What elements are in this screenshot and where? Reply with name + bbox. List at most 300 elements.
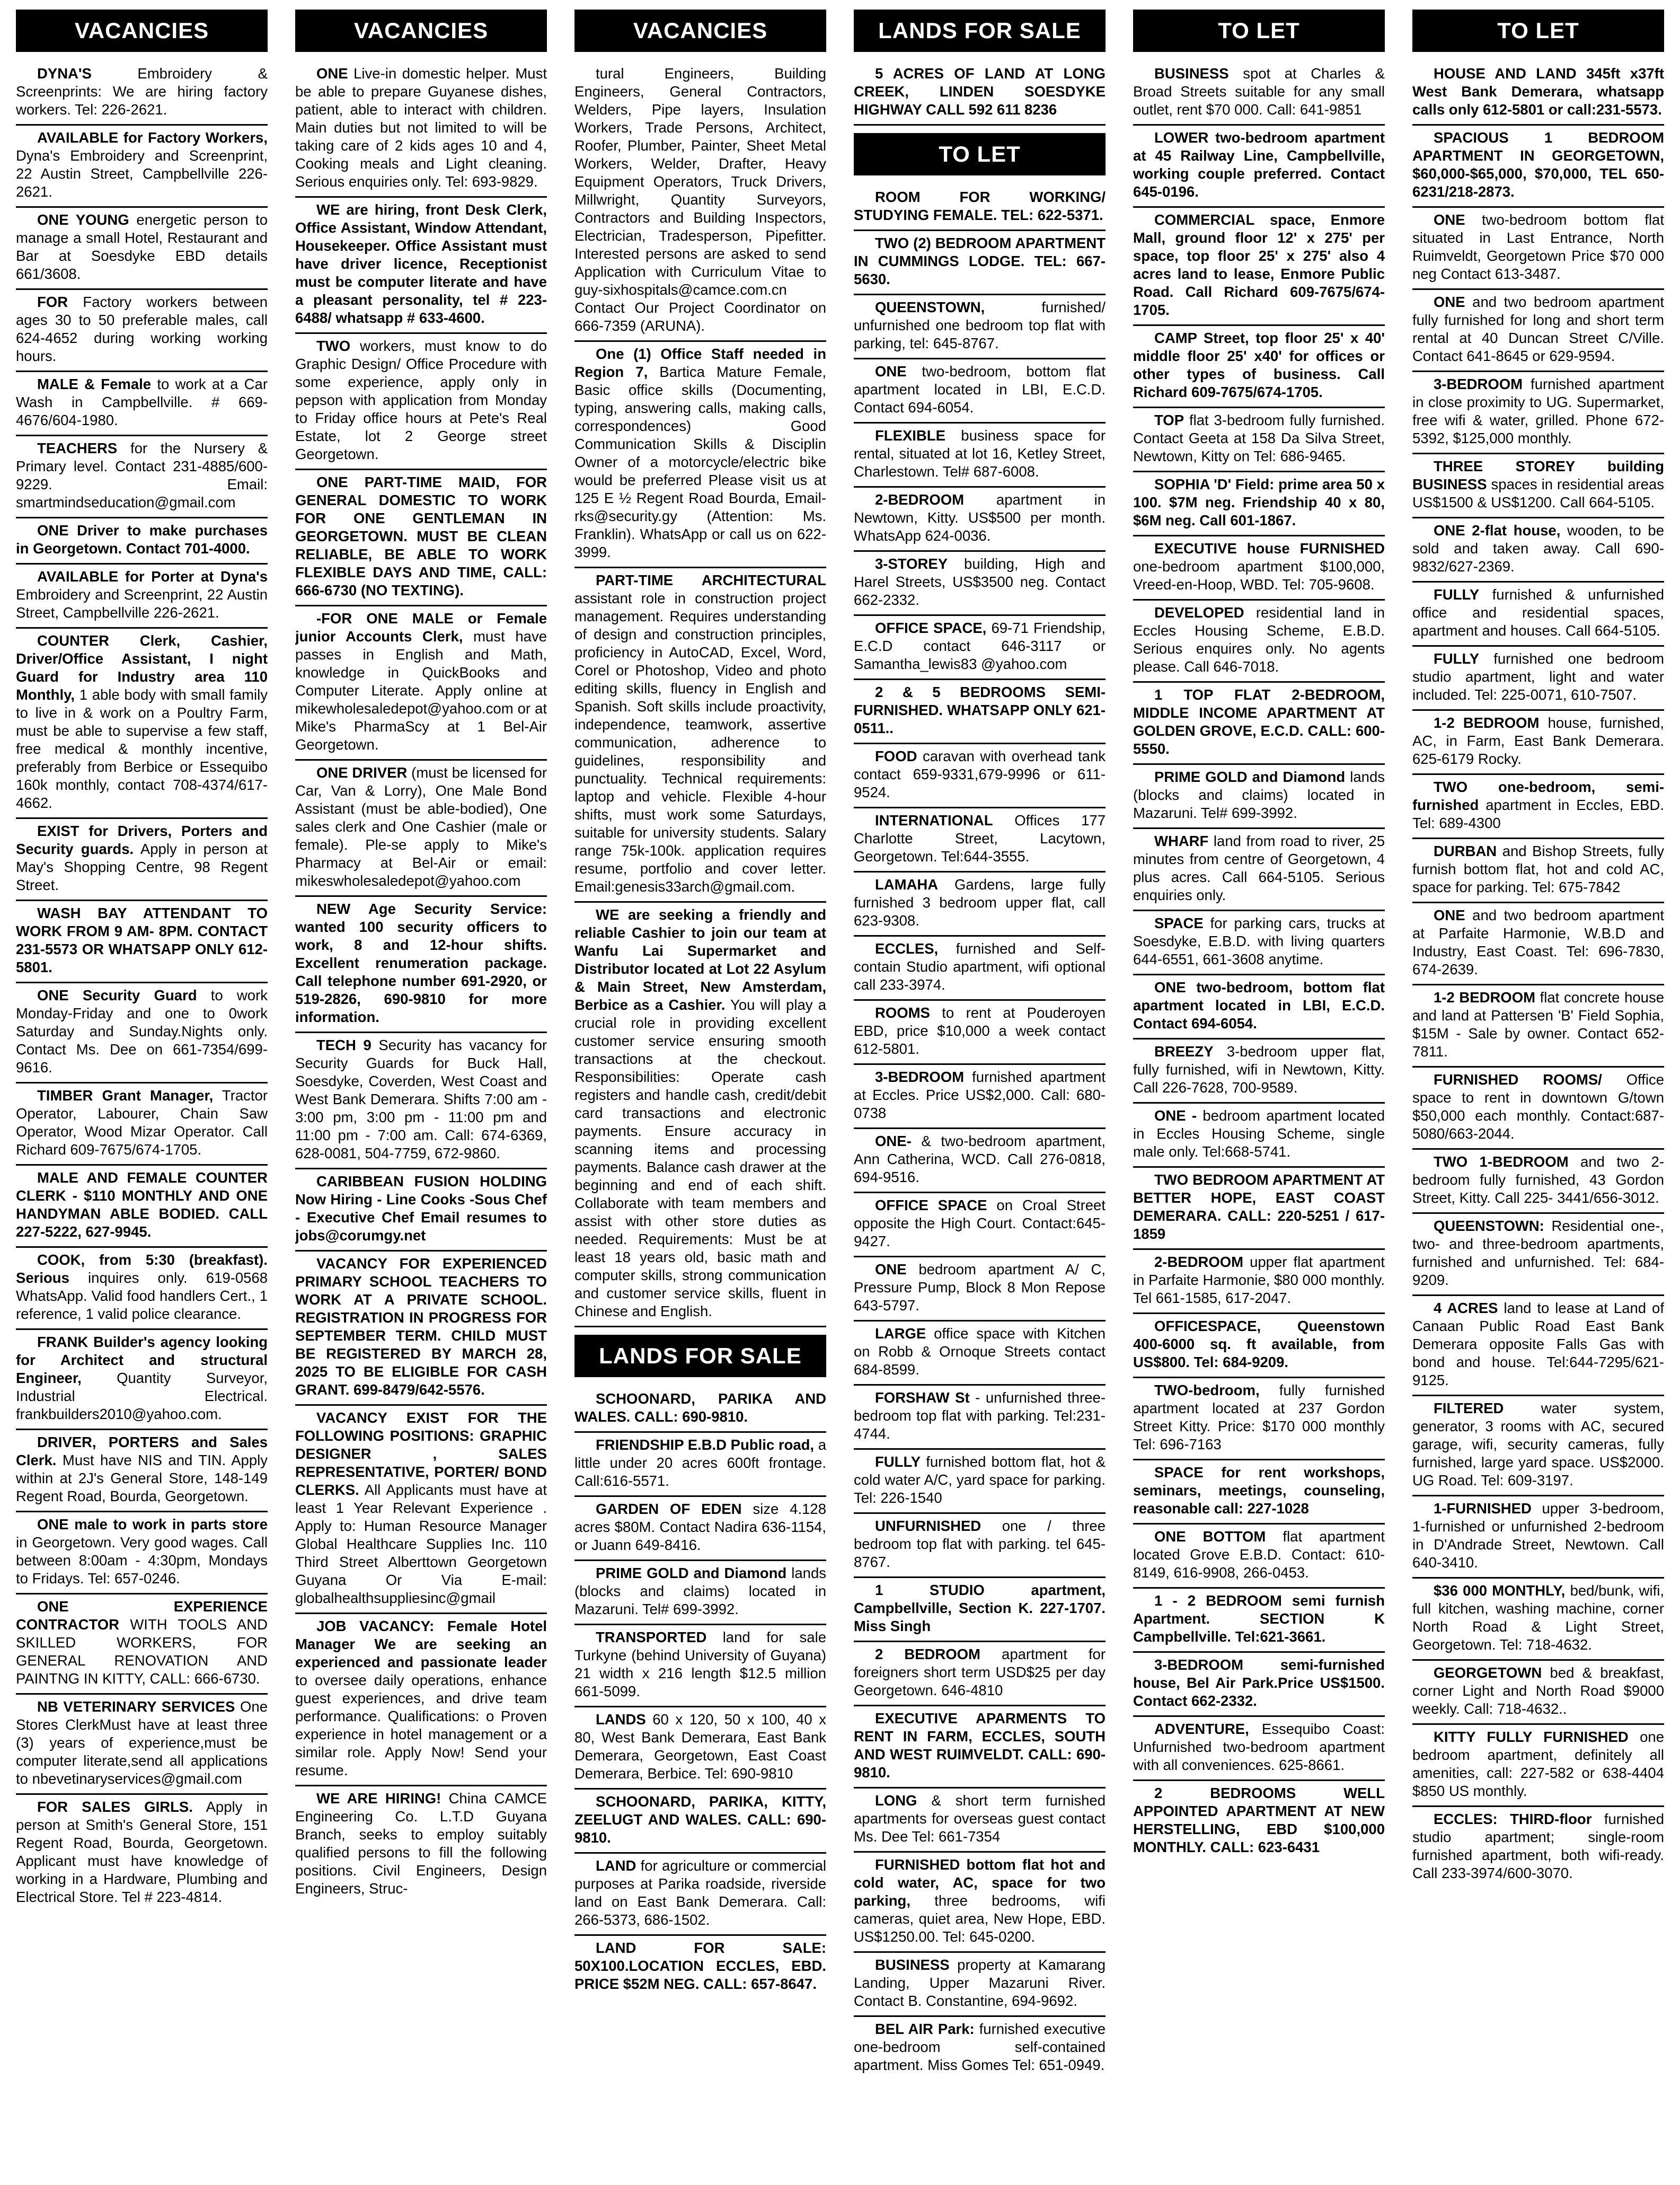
classified-ad — [295, 334, 547, 470]
classified-ad — [295, 761, 547, 897]
ad-lead: ECCLES, — [875, 940, 939, 957]
classified-ad — [574, 1790, 826, 1854]
classified-ad — [854, 424, 1106, 488]
ad-lead: ONE PART-TIME MAID, FOR GENERAL DOMESTIC TO WORK FOR ONE GENTLEMAN IN GEORGETOWN. MUST BE CLEAN RELIABLE, BE ABLE TO WORK FLEXIBLE DAYS AND TIME, CALL: 666-6730 (NO TEXTING). — [295, 474, 547, 598]
ad-lead: 2 BEDROOM — [875, 1646, 980, 1662]
ad-body: lands (blocks and claims) located in Mazaruni. Tel# 699-3992. — [574, 1565, 826, 1617]
ad-body: Bartica Mature Female, Basic office skills (Documenting, typing, answering calls, making calls, correspondences) Good Communication Skills & Disciplin Owner of a motorcycle/electric bike would be preferred Please visit us at 125 E ½ Regent Road Bourda, Email-rks@security.gy (Attention: Ms. Franklin). WhatsApp or call us on 622-3999. — [574, 364, 826, 560]
ad-body: land to lease at Land of Canaan Public Road East Bank Demerara opposite Falls Gas with bond and house. Tel:644-7295/621-9125. — [1412, 1300, 1664, 1388]
ad-lead: FILTERED — [1434, 1400, 1504, 1416]
classified-ad — [854, 1193, 1106, 1257]
classified-ad — [1133, 536, 1385, 601]
classified-ad — [295, 1169, 547, 1252]
classified-ad — [1412, 1807, 1664, 1888]
ad-lead: One (1) Office Staff needed in Region 7, — [574, 346, 826, 380]
classified-ad — [1412, 711, 1664, 775]
ad-lead: BREEZY — [1154, 1043, 1214, 1060]
ad-body: furnished bottom flat, hot & cold water A/C, yard space for parking. Tel: 226-1540 — [854, 1453, 1106, 1506]
ad-lead: ROOM FOR WORKING/ STUDYING FEMALE. TEL: 622-5371. — [854, 189, 1106, 223]
ad-body: a little under 20 acres 600ft frontage. Call:616-5571. — [574, 1437, 826, 1489]
ad-body: and two 2-bedroom fully furnished, 43 Gordon Street, Kitty. Call 225- 3441/656-3012. — [1412, 1153, 1664, 1206]
classified-ad — [16, 126, 268, 208]
ad-lead: 1-FURNISHED — [1434, 1500, 1532, 1517]
ad-lead: KITTY FULLY FURNISHED — [1434, 1729, 1629, 1745]
ad-lead: 1 STUDIO apartment, Campbellville, Section K. 227-1707. Miss Singh — [854, 1582, 1106, 1634]
classified-ad — [854, 1386, 1106, 1450]
classified-ad — [574, 1387, 826, 1433]
classified-ad — [1133, 1525, 1385, 1589]
classified-ad — [1133, 408, 1385, 472]
section-heading: TO LET — [1412, 10, 1664, 52]
classified-ad — [1133, 472, 1385, 536]
ad-body: residential land in Eccles Housing Scheme, E.B.D. Serious enquires only. No agents please. Call 646-7018. — [1133, 604, 1385, 675]
classified-ad — [1133, 1104, 1385, 1168]
ad-lead: ONE — [316, 65, 348, 82]
ad-lead: MALE AND FEMALE COUNTER CLERK - $110 MONTHLY AND ONE HANDYMAN ABLE BODIED. CALL 227-5222, 627-9945. — [16, 1169, 268, 1240]
ad-lead: WASH BAY ATTENDANT TO WORK FROM 9 AM- 8PM. CONTACT 231-5573 OR WHATSAPP ONLY 612-5801. — [16, 905, 268, 975]
ad-lead: 3-BEDROOM — [875, 1069, 965, 1085]
classified-ad — [16, 1248, 268, 1330]
classified-ad — [854, 616, 1106, 680]
ad-lead: FLEXIBLE — [875, 427, 945, 444]
ad-body: upper 3-bedroom, 1-furnished or unfurnished 2-bedroom in D'Andrade Street, Newtown. Call 640-3410. — [1412, 1500, 1664, 1571]
ad-body: furnished executive one-bedroom self-contained apartment. Miss Gomes Tel: 651-0949. — [854, 2021, 1106, 2073]
classified-ad — [295, 61, 547, 198]
classified-ad — [854, 1001, 1106, 1065]
classified-ad — [854, 1853, 1106, 1953]
ad-lead: SCHOONARD, PARIKA AND WALES. CALL: 690-9810. — [574, 1390, 826, 1425]
ad-lead: CAMP Street, top floor 25' x 40' middle floor 25' x40' for offices or other types of business. Call Richard 609-7675/674-1705. — [1133, 330, 1385, 400]
classified-ad — [854, 1788, 1106, 1853]
ad-body: Residential one-, two- and three-bedroom apartments, furnished and unfurnished. Tel: 684-9209. — [1412, 1218, 1664, 1288]
ad-body: property at Kamarang Landing, Upper Mazaruni River. Contact B. Constantine, 694-9692. — [854, 1957, 1106, 2009]
classified-ad — [16, 372, 268, 436]
ad-lead: 2-BEDROOM — [875, 491, 965, 508]
ad-lead: DRIVER, PORTERS and Sales Clerk. — [16, 1434, 268, 1468]
section-heading: LANDS FOR SALE — [574, 1335, 826, 1377]
ad-lead: OFFICE SPACE — [875, 1197, 987, 1213]
classified-ad — [16, 290, 268, 372]
ad-body: two-bedroom, bottom flat apartment located in LBI, E.C.D. Contact 694-6054. — [854, 363, 1106, 416]
classified-ad — [574, 568, 826, 903]
section-heading: TO LET — [1133, 10, 1385, 52]
ad-body: flat apartment located Grove E.B.D. Contact: 610-8149, 616-9908, 266-0453. — [1133, 1528, 1385, 1581]
ad-lead: OFFICESPACE, Queenstown 400-6000 sq. ft available, from US$800. Tel: 684-9209. — [1133, 1318, 1385, 1370]
ad-lead: LONG — [875, 1792, 917, 1809]
classified-ad — [1412, 290, 1664, 372]
ad-lead: ONE 2-flat house, — [1434, 522, 1561, 539]
ad-lead: NB VETERINARY SERVICES — [37, 1698, 235, 1715]
ad-body: - unfurnished three-bedroom top flat with parking. Tel:231-4744. — [854, 1389, 1106, 1442]
classified-ad — [295, 470, 547, 606]
ad-lead: VACANCY FOR EXPERIENCED PRIMARY SCHOOL TEACHERS TO WORK AT A PRIVATE SCHOOL. REGISTRATION IN PROGRESS FOR SEPTEMBER TERM. CHILD MUST BE REGISTERED BY MARCH 28, 2025 TO BE ELIGIBLE FOR CASH GRANT. 699-8479/642-5576. — [295, 1255, 547, 1398]
ad-lead: TRANSPORTED — [596, 1629, 707, 1645]
ad-lead: QUEENSTOWN: — [1434, 1218, 1544, 1234]
classified-ad — [295, 1786, 547, 1903]
ad-body: to oversee daily operations, enhance guest experiences, and drive team performance. Qualifications: o Proven experience in hotel management or a similar role. Apply Now! Send your resume. — [295, 1672, 547, 1778]
ad-lead: COUNTER Clerk, Cashier, Driver/Office Assistant, I night Guard for Industry area 110 Monthly, — [16, 632, 268, 703]
ad-lead: WHARF — [1154, 833, 1209, 849]
ad-body: apartment in Newtown, Kitty. US$500 per month. WhatsApp 624-0036. — [854, 491, 1106, 544]
ad-body: 1 able body with small family to live in & work on a Poultry Farm, must be able to supervise a few staff, free medical & monthly incentive, preferably from Berbice or Essequibo 160k monthly, contact 708-4374/617-4662. — [16, 686, 268, 811]
classified-ad — [1133, 829, 1385, 911]
classified-ad — [1412, 903, 1664, 985]
ad-body: for parking cars, trucks at Soesdyke, E.B.D. with living quarters 644-6551, 661-3608 anytime. — [1133, 915, 1385, 967]
classified-ad — [1412, 647, 1664, 711]
classified-ad — [1412, 1150, 1664, 1214]
ad-body: and Bishop Streets, fully furnish bottom flat, hot and cold AC, space for parking. Tel: 675-7842 — [1412, 843, 1664, 895]
ad-lead: 1-2 BEDROOM — [1434, 715, 1540, 731]
classified-ad — [854, 295, 1106, 359]
ad-lead: ONE two-bedroom, bottom flat apartment located in LBI, E.C.D. Contact 694-6054. — [1133, 979, 1385, 1032]
ad-lead: ONE — [875, 363, 907, 380]
classified-ad — [574, 61, 826, 342]
ad-lead: FULLY — [875, 1453, 921, 1470]
ad-lead: TWO one-bedroom, semi-furnished — [1412, 779, 1664, 813]
classified-ad — [16, 629, 268, 819]
ad-body: land from road to river, 25 minutes from centre of Georgetown, 4 plus acres. Call 664-5105. Serious enquiries only. — [1133, 833, 1385, 903]
ad-body: bed & breakfast, corner Light and North Road $9000 weekly. Call: 718-4632.. — [1412, 1664, 1664, 1717]
ad-lead: ONE- — [875, 1133, 912, 1149]
ad-lead: LAND FOR SALE: 50X100.LOCATION ECCLES, EBD. PRICE $52M NEG. CALL: 657-8647. — [574, 1940, 826, 1992]
ad-lead: SCHOONARD, PARIKA, KITTY, ZEELUGT AND WALES. CALL: 690-9810. — [574, 1793, 826, 1846]
column-1 — [16, 10, 268, 2179]
ad-lead: BEL AIR Park: — [875, 2021, 975, 2037]
classified-ad — [1133, 1781, 1385, 1862]
ad-body: energetic person to manage a small Hotel, Restaurant and Bar at Soesdyke EBD details 661/3608. — [16, 212, 268, 282]
classified-ad — [574, 903, 826, 1327]
classified-ad — [295, 1033, 547, 1169]
classified-ad — [1412, 775, 1664, 839]
ad-lead: FOR — [37, 294, 68, 310]
ad-lead: ONE - — [1154, 1107, 1197, 1124]
ad-lead: 3-BEDROOM semi-furnished house, Bel Air Park.Price US$1500. Contact 662-2332. — [1133, 1657, 1385, 1709]
ad-lead: CARIBBEAN FUSION HOLDING Now Hiring - Line Cooks -Sous Chef - Executive Chef Email resumes to jobs@corumgy.net — [295, 1173, 547, 1244]
ad-body: furnished and Self-contain Studio apartment, wifi optional call 233-3974. — [854, 940, 1106, 993]
ad-body: apartment in Eccles, EBD. Tel: 689-4300 — [1412, 797, 1664, 831]
ad-body: Embroidery and Screenprint, 22 Austin Street, Campbellville 226-2621. — [16, 586, 268, 621]
classified-ad — [1412, 1725, 1664, 1807]
ad-lead: TWO 1-BEDROOM — [1434, 1153, 1569, 1170]
ad-lead: SPACE for rent workshops, seminars, meetings, counseling, reasonable call: 227-1028 — [1133, 1464, 1385, 1517]
ad-body: water system, generator, 3 rooms with AC, secured garage, wifi, security cameras, fully furnished, large yard space. US$2000. UG Road. Tel: 609-3197. — [1412, 1400, 1664, 1488]
classified-ad — [1412, 518, 1664, 583]
ad-body: to work at a Car Wash in Campbellville. # 669-4676/604-1980. — [16, 376, 268, 428]
ad-lead: PRIME GOLD and Diamond — [1154, 769, 1346, 785]
classified-ad — [295, 198, 547, 334]
classified-ad — [16, 1430, 268, 1512]
ad-body: flat 3-bedroom fully furnished. Contact Geeta at 158 Da Silva Street, Newtown, Kitty on Tel: 686-9465. — [1133, 412, 1385, 464]
ad-body: building, High and Harel Streets, US$3500 neg. Contact 662-2332. — [854, 556, 1106, 608]
classified-ad — [1412, 1068, 1664, 1150]
ad-lead: 3-BEDROOM — [1434, 376, 1523, 392]
ad-lead: INTERNATIONAL — [875, 812, 993, 829]
ad-body: three bedrooms, wifi cameras, quiet area, New Hope, EBD. US$1250.00. Tel: 645-0200. — [854, 1892, 1106, 1945]
classified-ad — [854, 680, 1106, 744]
ad-lead: TWO — [316, 338, 351, 354]
ad-lead: 1-2 BEDROOM — [1434, 989, 1535, 1006]
section-heading: VACANCIES — [295, 10, 547, 52]
classified-ad — [1412, 126, 1664, 208]
classified-ad — [16, 61, 268, 126]
classified-ad — [16, 1330, 268, 1430]
ad-lead: ONE YOUNG — [37, 212, 129, 228]
ad-lead: EXECUTIVE APARMENTS TO RENT IN FARM, ECCLES, SOUTH AND WEST RUIMVELDT. CALL: 690-9810. — [854, 1710, 1106, 1781]
ad-body: Offices 177 Charlotte Street, Lacytown, Georgetown. Tel:644-3555. — [854, 812, 1106, 865]
classified-ad — [1412, 208, 1664, 290]
ad-body: business space for rental, situated at lot 16, Ketley Street, Charlestown. Tel# 687-6008. — [854, 427, 1106, 480]
ad-body: Essequibo Coast: Unfurnished two-bedroom apartment with all conveniences. 625-8661. — [1133, 1721, 1385, 1773]
ad-body: to work Monday-Friday and one to 0work Saturday and Sunday.Nights only. Contact Ms. Dee on 661-7354/699-9616. — [16, 987, 268, 1076]
ad-body: land for sale Turkyne (behind University of Guyana) 21 width x 216 length $12.5 million 661-5099. — [574, 1629, 826, 1699]
ad-body: apartment for foreigners short term USD$25 per day Georgetown. 646-4810 — [854, 1646, 1106, 1698]
ad-lead: ONE EXPERIENCE CONTRACTOR — [16, 1598, 268, 1633]
ad-lead: TWO (2) BEDROOM APARTMENT IN CUMMINGS LODGE. TEL: 667-5630. — [854, 235, 1106, 287]
classified-ad — [854, 185, 1106, 231]
column-2 — [295, 10, 547, 2179]
ad-body: Apply in person at May's Shopping Centre, 98 Regent Street. — [16, 841, 268, 893]
classified-ad — [574, 342, 826, 568]
classified-ad — [16, 901, 268, 983]
ad-body: Live-in domestic helper. Must be able to prepare Guyanese dishes, patient, able to interact with children. Main duties but not limited to will be taking care of 2 kids ages 10 and 4, Cooking meals and Light cleaning. Serious enquiries only. Tel: 693-9829. — [295, 65, 547, 190]
ad-lead: 3-STOREY — [875, 556, 948, 572]
ad-lead: MALE & Female — [37, 376, 152, 392]
classified-ad — [854, 1514, 1106, 1578]
ad-body: one-bedroom apartment $100,000, Vreed-en-Hoop, WBD. Tel: 705-9608. — [1133, 558, 1385, 593]
classified-ad — [1133, 601, 1385, 683]
ad-body: furnished apartment at Eccles. Price US$2,000. Call: 680-0738 — [854, 1069, 1106, 1121]
ad-lead: LAND — [596, 1857, 636, 1874]
column-6 — [1412, 10, 1664, 2179]
ad-lead: SPACIOUS 1 BEDROOM APARTMENT IN GEORGETOWN, $60,000-$65,000, $70,000, TEL 650-6231/218-2873. — [1412, 129, 1664, 200]
ad-lead: COOK, from 5:30 (breakfast). Serious — [16, 1252, 268, 1286]
classified-ad — [295, 1614, 547, 1786]
ad-body: upper flat apartment in Parfaite Harmonie, $80 000 monthly. Tel 661-1585, 617-2047. — [1133, 1254, 1385, 1306]
ad-lead: LOWER two-bedroom apartment at 45 Railway Line, Campbellville, working couple preferred. Contact 645-0196. — [1133, 129, 1385, 200]
ad-body: on Croal Street opposite the High Court. Contact:645-9427. — [854, 1197, 1106, 1249]
ad-lead: ONE — [875, 1261, 907, 1277]
ad-body: 69-71 Friendship, E.C.D contact 646-3117 or Samantha_lewis83 @yahoo.com — [854, 620, 1106, 672]
ad-lead: TWO BEDROOM APARTMENT AT BETTER HOPE, EAST COAST DEMERARA. CALL: 220-5251 / 617-1859 — [1133, 1171, 1385, 1242]
ad-lead: ROOMS — [875, 1005, 930, 1021]
classified-ad — [1412, 61, 1664, 126]
classified-ad — [1412, 454, 1664, 518]
ad-body: furnished one bedroom studio apartment, light and water included. Tel: 225-0071, 610-7507. — [1412, 650, 1664, 703]
ad-lead: ONE male to work in parts store — [37, 1516, 268, 1532]
classified-ad — [1133, 1378, 1385, 1460]
ad-lead: 1 - 2 BEDROOM semi furnish Apartment. SECTION K Campbellville. Tel:621-3661. — [1133, 1592, 1385, 1645]
ad-lead: QUEENSTOWN, — [875, 299, 985, 315]
classified-ad — [574, 1433, 826, 1497]
classified-ad — [854, 937, 1106, 1001]
classified-ad — [1133, 975, 1385, 1039]
ad-body: and two bedroom apartment at Parfaite Harmonie, W.B.D and Industry, East Coast. Tel: 696-7830, 674-2639. — [1412, 907, 1664, 977]
classified-ad — [574, 1561, 826, 1625]
ad-lead: PART-TIME ARCHITECTURAL — [596, 572, 826, 588]
classified-ad — [1133, 1653, 1385, 1717]
ad-body: Security has vacancy for Security Guards for Buck Hall, Soesdyke, Coverden, West Coast and West Bank Demerara. Shifts 7:00 am - 3:00 pm, 3:00 pm - 11:00 pm and 11:00 pm - 7:00 am. Call: 674-6369, 628-0081, 504-7759, 672-9860. — [295, 1037, 547, 1161]
ad-body: & short term furnished apartments for overseas guest contact Ms. Dee Tel: 661-7354 — [854, 1792, 1106, 1845]
ad-lead: FRIENDSHIP E.B.D Public road, — [596, 1437, 815, 1453]
ad-body: China CAMCE Engineering Co. L.T.D Guyana Branch, seeks to employ suitably qualified persons to fill the following positions. Civil Engineers, Design Engineers, Struc- — [295, 1790, 547, 1897]
ad-body: size 4.128 acres $80M. Contact Nadira 636-1154, or Juann 649-8416. — [574, 1501, 826, 1553]
ad-body: Quantity Surveyor, Industrial Electrical. frankbuilders2010@yahoo.com. — [16, 1370, 268, 1422]
classified-ad — [16, 1695, 268, 1795]
ad-lead: ONE — [1434, 907, 1465, 923]
ad-lead: FOR SALES GIRLS. — [37, 1799, 193, 1815]
classified-ad — [854, 1065, 1106, 1129]
ad-body: 3-bedroom upper flat, fully furnished, wifi in Newtown, Kitty. Call 226-7628, 700-9589. — [1133, 1043, 1385, 1096]
ad-body: Must have NIS and TIN. Apply within at 2J's General Store, 148-149 Regent Road, Bourda, Georgetown. — [16, 1452, 268, 1504]
classified-ad — [854, 1257, 1106, 1321]
ad-lead: FORSHAW St — [875, 1389, 970, 1406]
ad-body: wooden, to be sold and taken away. Call 690-9832/627-2369. — [1412, 522, 1664, 575]
classified-ad — [1133, 326, 1385, 408]
ad-body: spaces in residential areas US$1500 & US$1200. Call 664-5105. — [1412, 476, 1664, 510]
classified-ad — [854, 744, 1106, 808]
ad-body: in Georgetown. Very good wages. Call between 8:00am - 4:30pm, Mondays to Fridays. Tel: 657-0246. — [16, 1534, 268, 1587]
classified-ad — [1133, 1314, 1385, 1378]
ad-lead: FRANK Builder's agency looking for Architect and structural Engineer, — [16, 1334, 268, 1386]
ad-lead: DURBAN — [1434, 843, 1497, 859]
ad-body: bedroom apartment located in Eccles Housing Scheme, single male only. Tel:668-5741. — [1133, 1107, 1385, 1160]
column-5 — [1133, 10, 1385, 2179]
ad-lead: FULLY — [1434, 586, 1480, 603]
ad-body: Embroidery & Screenprints: We are hiring factory workers. Tel: 226-2621. — [16, 65, 268, 118]
ad-body: house, furnished, AC, in Farm, East Bank Demerara. 625-6179 Rocky. — [1412, 715, 1664, 767]
ad-lead: THREE STOREY building BUSINESS — [1412, 458, 1664, 492]
classified-ad — [16, 819, 268, 901]
ad-lead: 2-BEDROOM — [1154, 1254, 1244, 1270]
ad-lead: DYNA'S — [37, 65, 92, 82]
classified-ad — [854, 1642, 1106, 1706]
ad-body: WITH TOOLS AND SKILLED WORKERS, FOR GENERAL RENOVATION AND PAINTNG IN KITTY, CALL: 666-6730. — [16, 1616, 268, 1687]
classifieds-page — [16, 10, 1664, 2179]
classified-ad — [854, 1578, 1106, 1642]
ad-lead: AVAILABLE for Factory Workers, — [37, 129, 268, 146]
ad-body: Office space to rent in downtown G/town $50,000 each monthly. Contact:687-5080/663-2044. — [1412, 1071, 1664, 1142]
classified-ad — [574, 1854, 826, 1936]
ad-lead: 5 ACRES OF LAND AT LONG CREEK, LINDEN SOESDYKE HIGHWAY CALL 592 611 8236 — [854, 65, 1106, 118]
classified-ad — [854, 488, 1106, 552]
ad-body: bed/bunk, wifi, full kitchen, washing machine, corner North Road & Light Street, Georgetown. Tel: 718-4632. — [1412, 1582, 1664, 1653]
ad-lead: DEVELOPED — [1154, 604, 1244, 621]
classified-ad — [295, 1252, 547, 1406]
ad-body: one / three bedroom top flat with parking. tel 645-8767. — [854, 1518, 1106, 1570]
ad-body: You will play a crucial role in providing excellent customer service ensuring smooth transactions at the checkout. Responsibilities: Operate cash registers and handle cash, credit/debit card transactions and electronic payments. Ensure accuracy in scanning items and processing payments. Balance cash drawer at the beginning and end of each shift. Collaborate with team members and assist with other store duties as needed. Requirements: Must be at least 18 years old, basic math and computer skills, strong communication and customer service skills, fluent in Chinese and English. — [574, 997, 826, 1319]
ad-lead: JOB VACANCY: Female Hotel Manager We are seeking an experienced and passionate leader — [295, 1618, 547, 1670]
ad-lead: UNFURNISHED — [875, 1518, 982, 1534]
ad-body: & two-bedroom apartment, Ann Catherina, WCD. Call 276-0818, 694-9516. — [854, 1133, 1106, 1185]
classified-ad — [854, 873, 1106, 937]
ad-lead: TEACHERS — [37, 440, 118, 456]
classified-ad — [16, 1512, 268, 1594]
section-heading: VACANCIES — [16, 10, 268, 52]
section-heading: VACANCIES — [574, 10, 826, 52]
column-4 — [854, 10, 1106, 2179]
classified-ad — [16, 983, 268, 1083]
ad-body: All Applicants must have at least 1 Year Relevant Experience . Apply to: Human Resource Manager Global Healthcare Supplies Inc. 110 Third Street Alberttown Georgetown Guyana Or Via E-mail: globalhealthsuppliesinc@gmail — [295, 1482, 547, 1606]
classified-ad — [854, 1129, 1106, 1193]
classified-ad — [16, 436, 268, 518]
ad-lead: ONE BOTTOM — [1154, 1528, 1266, 1545]
ad-body: workers, must know to do Graphic Design/ Office Procedure with some experience, apply only in pepson with application from Monday to Friday office hours at Pete's Real Estate, lot 2 George street Georgetown. — [295, 338, 547, 462]
classified-ad — [1412, 985, 1664, 1068]
ad-lead: LARGE — [875, 1325, 926, 1342]
ad-lead: 1 TOP FLAT 2-BEDROOM, MIDDLE INCOME APARTMENT AT GOLDEN GROVE, E.C.D. CALL: 600-5550. — [1133, 686, 1385, 757]
classified-ad — [16, 1083, 268, 1166]
classified-ad — [574, 1625, 826, 1707]
column-3 — [574, 10, 826, 2179]
classified-ad — [16, 518, 268, 565]
ad-lead: ONE Driver to make purchases in Georgetown. Contact 701-4000. — [16, 522, 268, 557]
classified-ad — [1133, 1460, 1385, 1525]
ad-lead: OFFICE SPACE, — [875, 620, 987, 636]
ad-lead: WE ARE HIRING! — [316, 1790, 441, 1807]
ad-lead: PRIME GOLD and Diamond — [596, 1565, 787, 1581]
ad-lead: 4 ACRES — [1434, 1300, 1498, 1316]
ad-lead: $36 000 MONTHLY, — [1434, 1582, 1566, 1599]
ad-body: one bedroom apartment, definitely all amenities, call: 227-582 or 638-4404 $850 US monthly. — [1412, 1729, 1664, 1799]
section-heading: LANDS FOR SALE — [854, 10, 1106, 52]
classified-ad — [295, 1406, 547, 1614]
classified-ad — [16, 208, 268, 290]
classified-ad — [574, 1936, 826, 1998]
ad-body: (must be licensed for Car, Van & Lorry), One Male Bond Assistant (must be able-bodied), One sales clerk and One Cashier (male or female). Ple-se apply to Mike's Pharmacy at Bel-Air or email: mikeswholesaledepot@yahoo.com — [295, 764, 547, 889]
ad-body: spot at Charles & Broad Streets suitable for any small outlet, rent $70 000. Call: 641-9851 — [1133, 65, 1385, 118]
ad-lead: EXIST for Drivers, Porters and Security guards. — [16, 823, 268, 857]
classified-ad — [1412, 1661, 1664, 1725]
ad-lead: ONE Security Guard — [37, 987, 197, 1003]
section-heading: TO LET — [854, 133, 1106, 175]
classified-ad — [16, 565, 268, 629]
ad-lead: ADVENTURE, — [1154, 1721, 1249, 1737]
ad-lead: HOUSE AND LAND 345ft x37ft West Bank Demerara, whatsapp calls only 612-5801 or call:231-5573. — [1412, 65, 1664, 118]
classified-ad — [1133, 1168, 1385, 1250]
ad-lead: BUSINESS — [1154, 65, 1229, 82]
ad-body: tural Engineers, Building Engineers, General Contractors, Welders, Pipe layers, Insulation Workers, Trade Persons, Architect, Roofer, Plumber, Painter, Sheet Metal Workers, Welder, Drafter, Heavy Equipment Operators, Truck Drivers, Millwright, Quantity Surveyors, Contractors and Building Inspectors, Electrician, Tradesperson, Pipefitter. Interested persons are asked to send Application with Curriculum Vitae to guy-sixhospitals@camce.com.cn Contact Our Project Coordinator on 666-7359 (ARUNA). — [574, 65, 826, 334]
classified-ad — [1412, 1579, 1664, 1661]
classified-ad — [854, 808, 1106, 873]
ad-lead: ONE — [1434, 294, 1465, 310]
ad-body: lands (blocks and claims) located in Mazaruni. Tel# 699-3992. — [1133, 769, 1385, 821]
classified-ad — [574, 1497, 826, 1561]
ad-lead: FULLY — [1434, 650, 1480, 667]
classified-ad — [16, 1166, 268, 1248]
ad-lead: TIMBER Grant Manager, — [37, 1087, 214, 1104]
classified-ad — [854, 231, 1106, 295]
classified-ad — [854, 2017, 1106, 2080]
classified-ad — [854, 1953, 1106, 2017]
classified-ad — [1412, 372, 1664, 454]
classified-ad — [1133, 61, 1385, 126]
ad-body: inquires only. 619-0568 WhatsApp. Valid food handlers Cert., 1 reference, 1 valid police clearance. — [16, 1270, 268, 1322]
classified-ad — [1412, 839, 1664, 903]
ad-lead: WE are hiring, front Desk Clerk, Office Assistant, Window Attendant, Housekeeper. Office Assistant must have driver licence, Receptionist must be computer literate and have a pleasant personality, tel # 223-6488/ whatsapp # 633-4600. — [295, 201, 547, 326]
ad-body: Gardens, large fully furnished 3 bedroom upper flat, call 623-9308. — [854, 876, 1106, 929]
classified-ad — [1133, 911, 1385, 975]
ad-lead: AVAILABLE for Porter at Dyna's — [37, 568, 268, 585]
ad-lead: ONE DRIVER — [316, 764, 408, 781]
ad-body: two-bedroom bottom flat situated in Last Entrance, North Ruimveldt, Georgetown Price $70 000 neg Contact 613-3487. — [1412, 212, 1664, 282]
ad-body: for agriculture or commercial purposes at Parika roadside, riverside land on East Bank Demerara. Call: 266-5373, 686-1502. — [574, 1857, 826, 1928]
classified-ad — [1133, 1717, 1385, 1781]
classified-ad — [854, 61, 1106, 126]
classified-ad — [854, 359, 1106, 424]
ad-body: for the Nursery & Primary level. Contact 231-4885/600-9229. Email: smartmindseducation@gmail.com — [16, 440, 268, 510]
ad-lead: VACANCY EXIST FOR THE FOLLOWING POSITIONS: GRAPHIC DESIGNER , SALES REPRESENTATIVE, PORTER/ BOND CLERKS. — [295, 1409, 547, 1498]
ad-body: One Stores ClerkMust have at least three (3) years of experience,must be computer literate,send all applications to nbevetinaryservices@gmail.com — [16, 1698, 268, 1787]
